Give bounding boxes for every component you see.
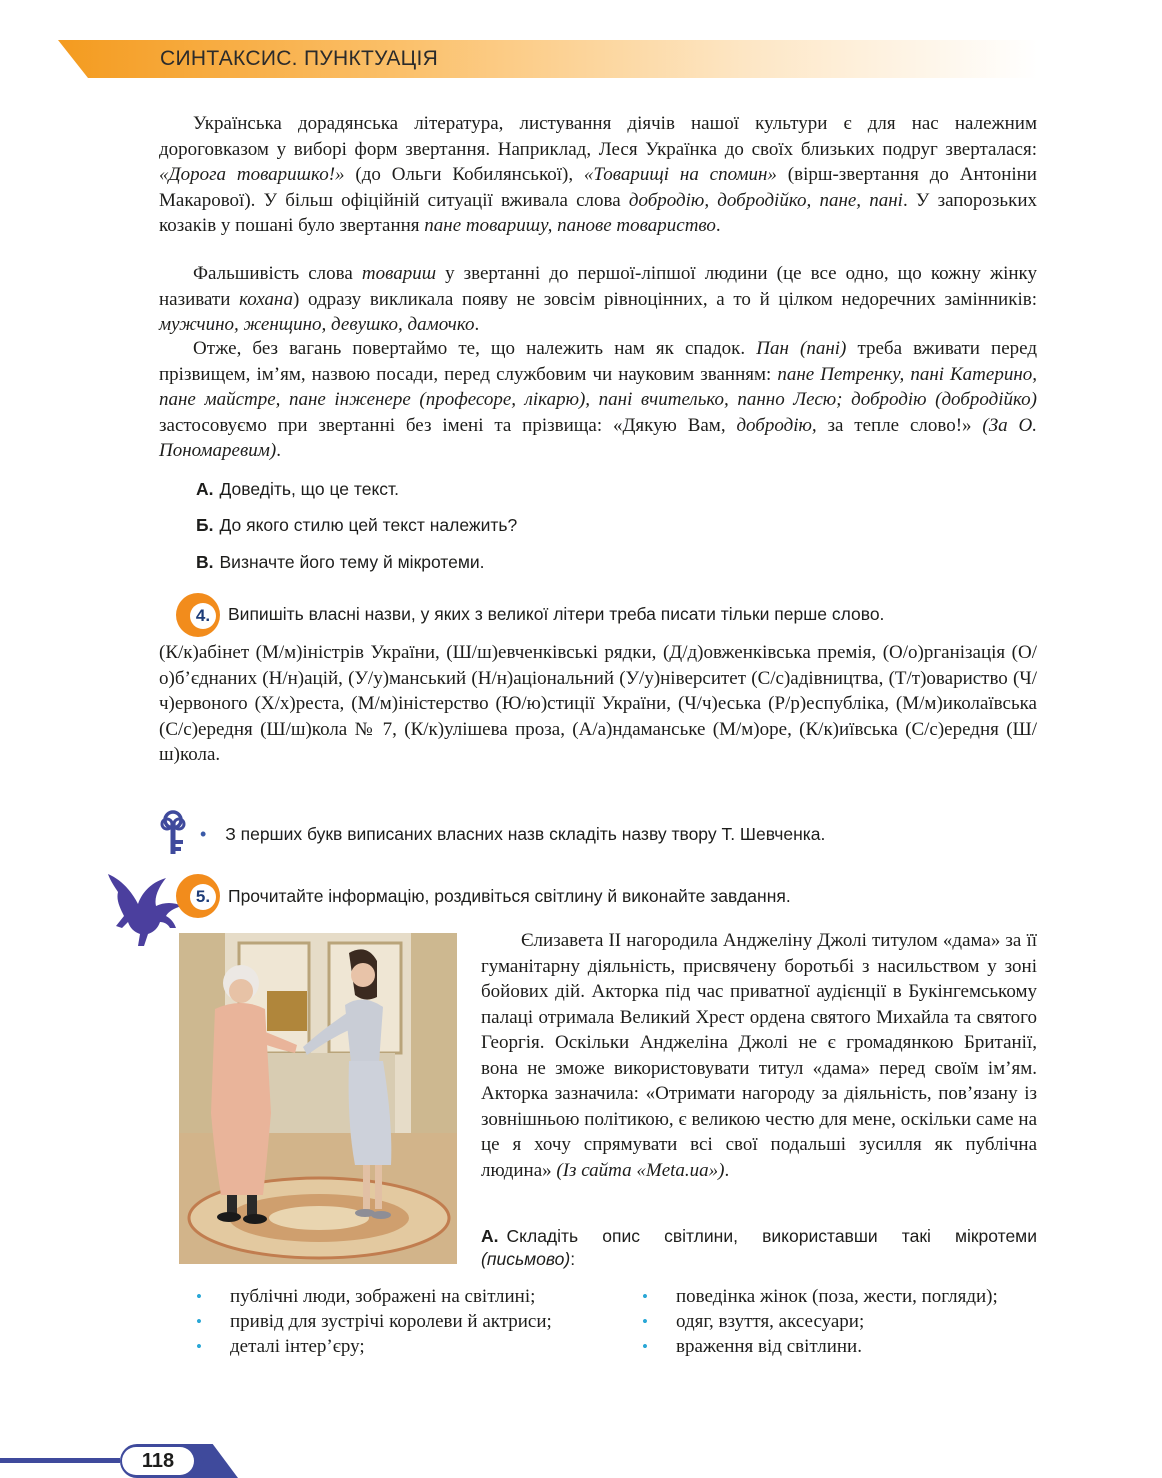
italic-text-segment: пане Петренку, пані Катерино, пане майстре, пане інженере (професоре, лікарю), пані вчителько, панно Лесю; добродію (добродійко) — [159, 363, 1037, 410]
list-item: • поведінка жінок (поза, жести, погляди); — [642, 1284, 998, 1309]
award-ceremony-photo — [179, 933, 457, 1264]
text-segment: застосовуємо при звертанні без імені та прізвища: «Дякую Вам, — [159, 414, 737, 436]
list-item: • публічні люди, зображені на світлині; — [196, 1284, 552, 1309]
italic-text-segment: «Дорога товаришко!» — [159, 164, 345, 185]
text-segment: Українська дорадянська література, листування діячів нашої культури є для нас належним дороговказом у виборі форм звертання. Наприклад, Леся Українка до своїх близьких подруг зверталася: — [159, 113, 1037, 160]
task-text: Доведіть, що це текст. — [219, 479, 399, 499]
italic-text-segment: (За О. Пономаревим) — [159, 414, 1037, 461]
task-v — [196, 552, 485, 573]
exercise-4-body: (К/к)абінет (М/м)іністрів України, (Ш/ш)евченківські рядки, (Д/д)овженківська премія, (О/о)рганізація (О/о)б’єднаних (Н/н)ацій, (У/у)манський (Н/н)аціональний (У/у)ніверситет (С/с)адівництва, (Т/т)овариство (Ч/ч)ервоного (Х/х)реста, (М/м)іністерство (Ю/ю)стиції України, (Ч/ч)еська (Р/р)еспубліка, (М/м)иколаївська (С/с)ередня (Ш/ш)кола № 7, (К/к)улішева проза, (А/а)ндаманське (М/м)оре, (К/к)иївська (С/с)ередня (Ш/ш)кола. — [159, 642, 1037, 765]
text-segment: . — [715, 215, 721, 236]
exercise-5-text-end: . — [724, 1159, 730, 1181]
exercise-5-task-a — [481, 1225, 1037, 1271]
text-segment: у звертанні до першої-ліпшої людини (це все одно, що кожну жінку називати — [159, 263, 1037, 310]
task-text: Визначте його тему й мікротеми. — [219, 552, 485, 572]
italic-text-segment: пане товаришу, панове товариство — [424, 215, 716, 236]
exercise-5-instruction: Прочитайте інформацію, роздивіться світлину й виконайте завдання. — [228, 886, 791, 906]
exercise-5-text — [481, 928, 1037, 1183]
text-segment: . — [474, 314, 480, 335]
task-letter: А. — [196, 479, 214, 499]
pegasus-icon — [104, 870, 190, 955]
italic-text-segment: добродію, — [736, 414, 817, 436]
section-title: СИНТАКСИС. ПУНКТУАЦІЯ — [160, 47, 439, 70]
page-number: 118 — [122, 1447, 194, 1475]
list-item: • привід для зустрічі королеви й актриси; — [196, 1309, 552, 1334]
list-item: • деталі інтер’єру; — [196, 1334, 552, 1359]
list-item: • враження від світлини. — [642, 1334, 998, 1359]
hint-bullet: • — [200, 824, 207, 844]
task-b — [196, 515, 517, 536]
list-item: • одяг, взуття, аксесуари; — [642, 1309, 998, 1334]
task-note: (письмово) — [481, 1249, 571, 1269]
exercise-4-hint — [200, 824, 825, 845]
exercise-number-badge — [176, 874, 220, 918]
exercise-5-text-source: (Із сайта «Meta.ua») — [556, 1159, 725, 1181]
microtopics-list-right — [642, 1284, 998, 1359]
exercise-number: 4. — [190, 603, 216, 629]
italic-text-segment: товариш — [361, 263, 437, 284]
task-letter: Б. — [196, 515, 214, 535]
italic-text-segment: мужчино, женщино, девушко, дамочко — [159, 314, 475, 335]
text-segment: . — [276, 440, 281, 461]
text-segment: за тепле слово!» — [816, 414, 983, 436]
italic-text-segment: добродію, добродійко, пане, пані — [628, 189, 903, 211]
text-segment: ) одразу викликала появу не зовсім рівноцінних, а то й цілком недоречних замінників: — [293, 288, 1037, 310]
text-segment: (до Ольги Кобилянської), — [344, 164, 584, 185]
task-letter: А. — [481, 1226, 499, 1246]
italic-text-segment: «Товарищі на спомин» — [583, 164, 777, 185]
text-segment: Отже, без вагань повертаймо те, що належить нам як спадок. — [193, 338, 757, 359]
task-text: Складіть опис світлини, використавши такі мікротеми — [506, 1226, 1037, 1246]
italic-text-segment: Пан (пані) — [756, 338, 847, 359]
footer-bar — [0, 1458, 120, 1463]
exercise-5-text-main: Єлизавета II нагородила Анджеліну Джолі титулом «дама» за її гуманітарну діяльність, присвячену боротьбі з насильством у зоні бойових дій. Акторка під час приватної аудієнції в Букінгемському палаці отримала Великий Хрест ордена святого Михайла та святого Георгія. Оскільки Анджеліна Джолі не є громадянкою Британії, вона не зможе використовувати титул «дама» перед своїм ім’ям. Акторка зазначила: «Отримати нагороду за діяльність, пов’язану із зовнішньою політикою, є великою честю для мене, оскільки саме на це я хочу спрямувати всі свої подальші зусилля як публічна людина» — [481, 930, 1037, 1181]
exercise-number-badge — [176, 593, 220, 637]
text-segment: . У запорозьких козаків у пошані було звертання — [159, 189, 1037, 236]
exercise-number: 5. — [190, 884, 216, 910]
intro-paragraph-3 — [159, 336, 1037, 464]
italic-text-segment: кохана — [239, 288, 293, 310]
intro-paragraph-1 — [159, 111, 1037, 239]
exercise-4-instruction: Випишіть власні назви, у яких з великої літери треба писати тільки перше слово. — [228, 604, 885, 624]
task-letter: В. — [196, 552, 214, 572]
text-segment: Фальшивість слова — [193, 263, 362, 284]
text-segment: (вірш-звертання до Антоніни Макарової). У більш офіційній ситуації вживала слова — [159, 164, 1037, 211]
text-segment: треба вживати перед прізвищем, ім’ям, назвою посади, перед службовим чи науковим званням: — [159, 338, 1038, 385]
hint-text: З перших букв виписаних власних назв складіть назву твору Т. Шевченка. — [225, 824, 826, 844]
key-icon — [156, 810, 190, 861]
intro-paragraph-2 — [159, 261, 1037, 338]
task-a — [196, 479, 399, 500]
task-text: До якого стилю цей текст належить? — [219, 515, 518, 535]
task-colon: : — [570, 1249, 576, 1269]
microtopics-list-left — [196, 1284, 552, 1359]
